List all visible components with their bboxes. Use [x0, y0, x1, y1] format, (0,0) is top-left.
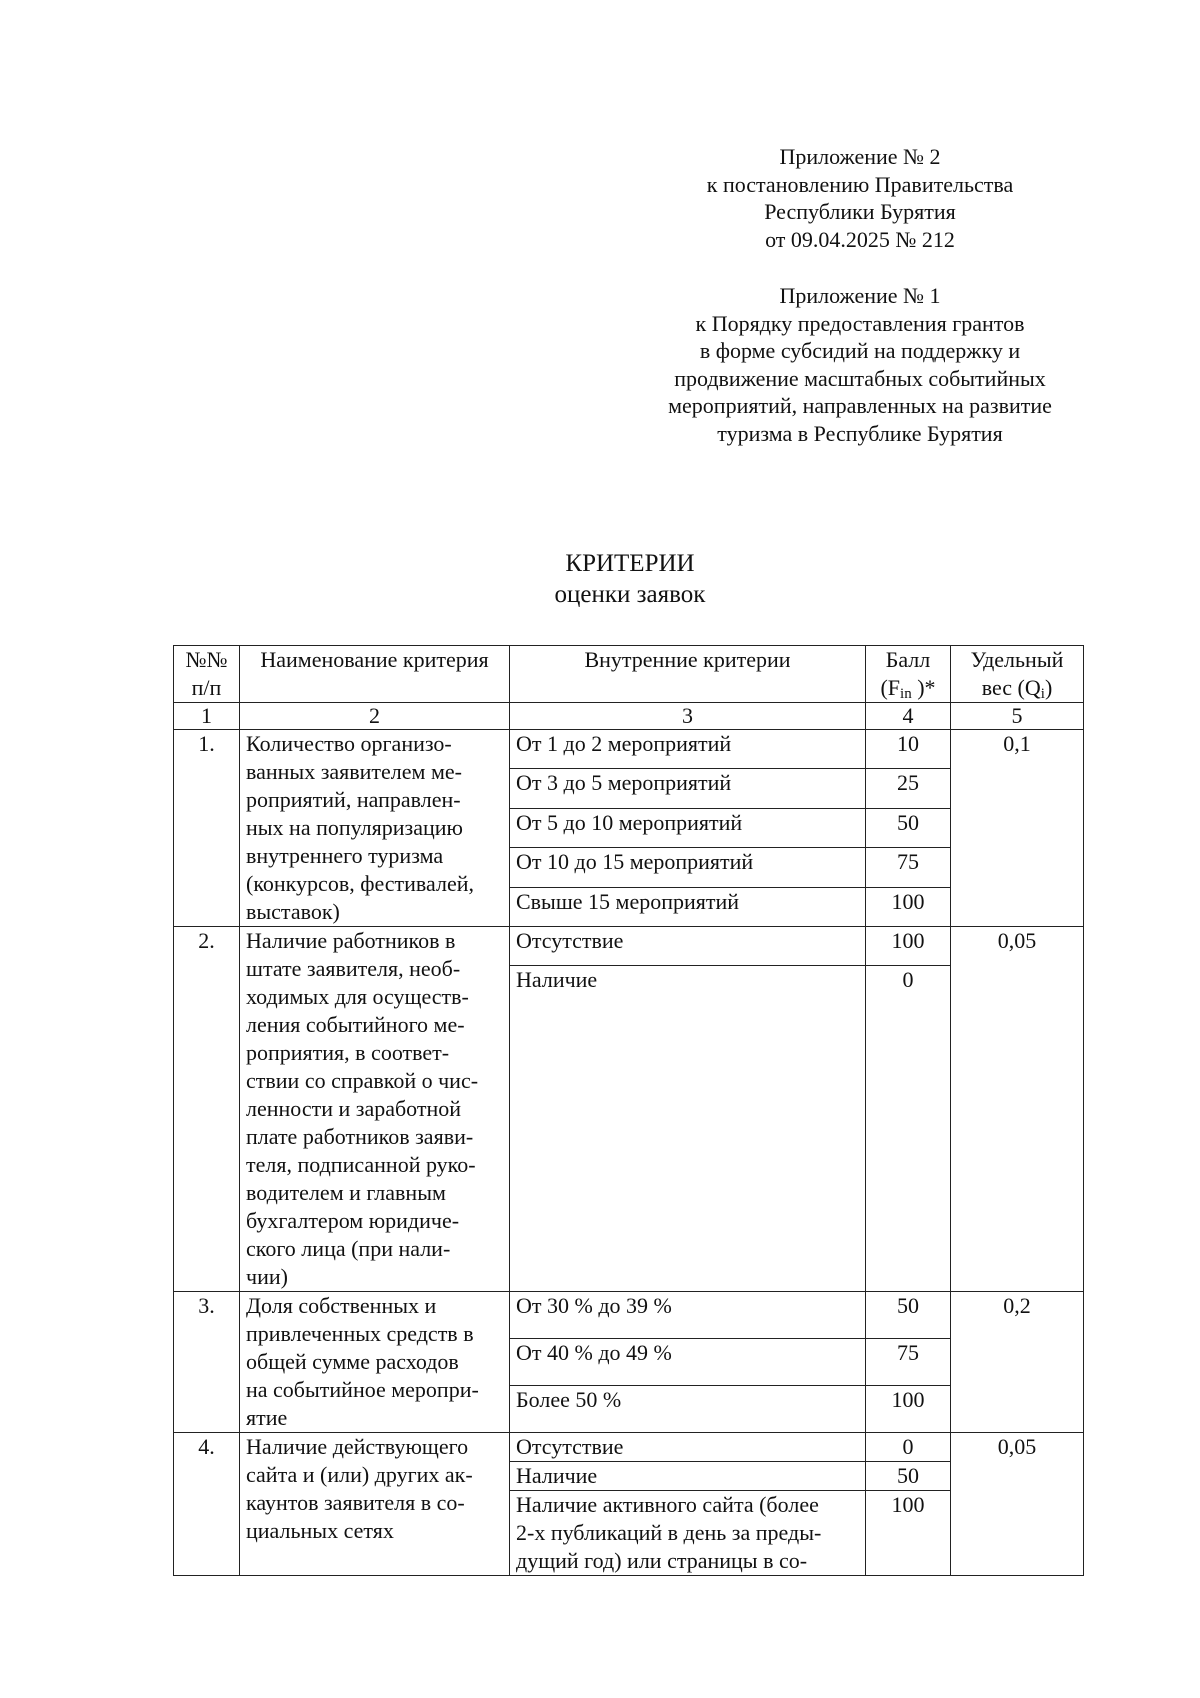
index-cell: 2	[240, 703, 510, 730]
criterion-score: 50	[866, 808, 951, 847]
inner-criterion-line: От 10 до 15 мероприятий	[516, 849, 754, 875]
appendix-1-line: в форме субсидий на поддержку и	[699, 338, 1021, 363]
criterion-name-line: водителем и главным	[246, 1180, 446, 1205]
criterion-number: 2.	[174, 927, 240, 1292]
appendix-2-line: Республики Бурятия	[764, 199, 956, 224]
inner-criterion	[510, 1339, 866, 1386]
criterion-name-line: чии)	[246, 1264, 288, 1289]
criterion-name-line: на событийное меропри-	[246, 1377, 479, 1402]
criterion-name-line: привлеченных средств в	[246, 1321, 474, 1346]
inner-criterion	[510, 1433, 866, 1462]
criterion-name-line: роприятия, в соответ-	[246, 1040, 450, 1065]
criterion-name-line: роприятий, направлен-	[246, 787, 461, 812]
document-title-block	[0, 548, 1200, 610]
criterion-score: 25	[866, 769, 951, 808]
appendix-2-line: от 09.04.2025 № 212	[765, 226, 955, 252]
table-row	[174, 1433, 1084, 1462]
criterion-score: 75	[866, 848, 951, 887]
inner-criterion-line: Отсутствие	[516, 928, 624, 953]
inner-criterion	[510, 1292, 866, 1339]
inner-criterion	[510, 1462, 866, 1491]
appendix-1-line: мероприятий, направленных на развитие	[668, 393, 1052, 418]
criterion-name-line: Доля собственных и	[246, 1293, 437, 1318]
inner-criterion	[510, 966, 866, 1292]
appendix-2-line: Приложение № 2	[779, 144, 941, 169]
inner-criterion	[510, 730, 866, 769]
criterion-weight: 0,05	[951, 1433, 1084, 1576]
criterion-number: 1.	[174, 730, 240, 927]
criterion-name-line: Наличие действующего	[246, 1434, 469, 1459]
criterion-name-line: общей сумме расходов	[246, 1349, 459, 1374]
index-cell: 4	[866, 703, 951, 730]
inner-criterion-line: Свыше 15 мероприятий	[516, 888, 740, 914]
criterion-name-line: ского лица (при нали-	[246, 1236, 451, 1261]
inner-criterion-line: Более 50 %	[516, 1387, 622, 1412]
index-cell: 1	[174, 703, 240, 730]
inner-criterion-line: От 3 до 5 мероприятий	[516, 770, 732, 796]
inner-criterion	[510, 927, 866, 966]
criterion-name-line: ления событийного ме-	[246, 1012, 465, 1037]
table-row	[174, 927, 1084, 966]
criterion-name-line: (конкурсов, фестивалей,	[246, 871, 474, 896]
criterion-score: 50	[866, 1462, 951, 1491]
appendix-2-heading	[640, 143, 1080, 253]
inner-criterion-line: От 1 до 2 мероприятий	[516, 731, 732, 756]
inner-criterion-line: Наличие	[516, 1463, 598, 1488]
criterion-weight: 0,1	[951, 730, 1084, 927]
criterion-name-line: внутреннего туризма	[246, 843, 444, 868]
inner-criterion-line: Отсутствие	[516, 1434, 624, 1459]
criterion-score: 100	[866, 1491, 951, 1576]
criterion-name-line: штате заявителя, необ-	[246, 956, 461, 981]
inner-criterion	[510, 769, 866, 808]
index-cell: 3	[510, 703, 866, 730]
criterion-name	[240, 1292, 510, 1433]
inner-criterion-line: Наличие активного сайта (более	[516, 1492, 819, 1517]
inner-criterion-line: От 30 % до 39 %	[516, 1293, 672, 1318]
criterion-number: 4.	[174, 1433, 240, 1576]
header-name: Наименование критерия	[240, 646, 510, 703]
inner-criterion	[510, 887, 866, 926]
criterion-number: 3.	[174, 1292, 240, 1433]
inner-criterion	[510, 1491, 866, 1576]
appendix-1-line: Приложение № 1	[779, 283, 941, 308]
criterion-score: 10	[866, 730, 951, 769]
criterion-name-line: бухгалтером юридиче-	[246, 1208, 460, 1233]
criterion-name	[240, 1433, 510, 1576]
inner-criterion	[510, 848, 866, 887]
criterion-name-line: ствии со справкой о чис-	[246, 1068, 479, 1093]
criterion-score: 0	[866, 1433, 951, 1462]
criterion-score: 100	[866, 927, 951, 966]
criterion-name-line: Наличие работников в	[246, 928, 456, 953]
header-weight: Удельный вес $(Q_i)$	[951, 646, 1084, 703]
header-inner: Внутренние критерии	[510, 646, 866, 703]
criterion-score: 50	[866, 1292, 951, 1339]
criterion-score: 75	[866, 1339, 951, 1386]
criterion-name	[240, 730, 510, 927]
criterion-name-line: плате работников заяви-	[246, 1124, 474, 1149]
appendix-2-line: к постановлению Правительства	[706, 171, 1014, 197]
criterion-name-line: ятие	[246, 1405, 288, 1430]
criterion-name-line: ходимых для осуществ-	[246, 984, 469, 1009]
inner-criterion-line: дущий год) или страницы в со-	[516, 1548, 808, 1573]
criterion-weight: 0,05	[951, 927, 1084, 1292]
criterion-name-line: каунтов заявителя в со-	[246, 1490, 465, 1515]
table-index-row	[174, 703, 1084, 730]
criterion-name-line: Количество организо-	[246, 731, 452, 756]
criterion-name-line: ных на популяризацию	[246, 815, 463, 840]
inner-criterion-line: От 5 до 10 мероприятий	[516, 809, 743, 835]
header-num: №№ п/п	[174, 646, 240, 703]
appendix-1-line: туризма в Республике Бурятия	[717, 420, 1003, 446]
criterion-score: 100	[866, 1386, 951, 1433]
criterion-score: 100	[866, 887, 951, 926]
inner-criterion-line: Наличие	[516, 967, 598, 993]
document-title: КРИТЕРИИ	[565, 550, 695, 577]
criterion-name	[240, 927, 510, 1292]
header-score: Балл ($F_{in}$ )*	[866, 646, 951, 703]
appendix-1-heading	[640, 282, 1080, 447]
appendix-1-line: продвижение масштабных событийных	[674, 365, 1046, 391]
inner-criterion-line: От 40 % до 49 %	[516, 1340, 672, 1365]
criterion-name-line: циальных сетях	[246, 1518, 394, 1543]
criterion-name-line: выставок)	[246, 899, 340, 924]
table-header-row	[174, 646, 1084, 703]
inner-criterion	[510, 1386, 866, 1433]
criterion-name-line: сайта и (или) других ак-	[246, 1462, 473, 1487]
table-row	[174, 730, 1084, 769]
criterion-score: 0	[866, 966, 951, 1292]
inner-criterion	[510, 808, 866, 847]
criterion-name-line: теля, подписанной руко-	[246, 1152, 476, 1177]
criterion-name-line: ванных заявителем ме-	[246, 759, 462, 784]
criteria-table-body	[174, 730, 1084, 1576]
criteria-table	[173, 645, 1084, 1576]
inner-criterion-line: 2-х публикаций в день за преды-	[516, 1520, 822, 1545]
criterion-weight: 0,2	[951, 1292, 1084, 1433]
criterion-name-line: ленности и заработной	[246, 1096, 462, 1121]
document-subtitle: оценки заявок	[554, 581, 706, 608]
table-row	[174, 1292, 1084, 1339]
index-cell: 5	[951, 703, 1084, 730]
appendix-1-line: к Порядку предоставления грантов	[695, 310, 1025, 336]
